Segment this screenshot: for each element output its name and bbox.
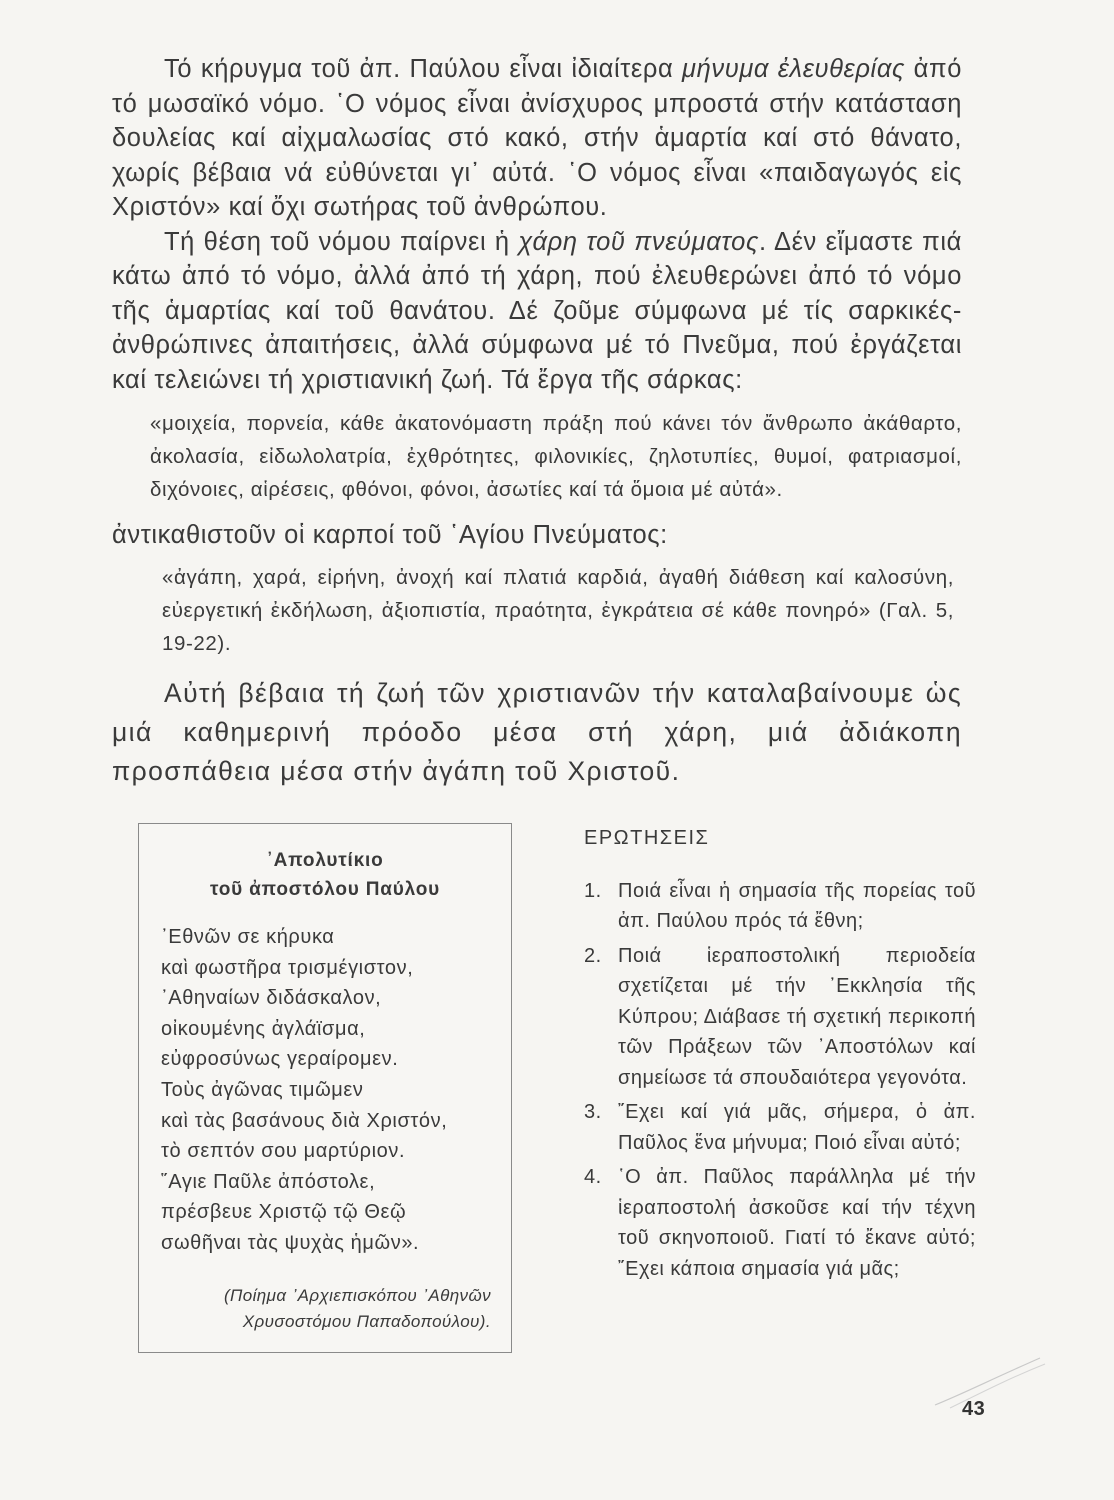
- question-item: [584, 876, 976, 937]
- hymn-lines: [161, 922, 497, 1259]
- question-number: 3.: [584, 1101, 602, 1123]
- question-item: [584, 1162, 976, 1284]
- question-number: 4.: [584, 1166, 602, 1188]
- hymn-line: σωθῆναι τὰς ψυχὰς ἡμῶν».: [161, 1231, 420, 1254]
- hymn-title: [153, 846, 497, 904]
- paragraph-1-emphasis: μήνυμα ἐλευθερίας: [682, 55, 905, 83]
- hymn-box: [138, 823, 512, 1353]
- question-item: [584, 941, 976, 1094]
- question-number: 2.: [584, 944, 602, 967]
- question-text: ῎Εχει καί γιά μᾶς, σήμερα, ὁ ἀπ. Παῦλος ἕνα μήνυμα; Ποιό εἶναι αὐτό;: [618, 1101, 976, 1154]
- paragraph-2-text-a: Τή θέση τοῦ νόμου παίρνει ἡ: [164, 227, 519, 256]
- paragraph-4: Αὐτή βέβαια τή ζωή τῶν χριστιανῶν τήν καταλαβαίνουμε ὡς μιά καθημερινή πρόοδο μέσα στή χάρη, μιά ἀδιάκοπη προσπάθεια μέσα στήν ἀγάπη τοῦ Χριστοῦ.: [112, 677, 962, 786]
- paragraph-2: [112, 225, 962, 398]
- pencil-scribble-icon: [930, 1350, 1050, 1410]
- hymn-line: ῞Αγιε Παῦλε ἀπόστολε,: [161, 1170, 376, 1193]
- quote-fruits-of-spirit: «ἀγάπη, χαρά, εἰρήνη, ἀνοχή καί πλατιά καρδιά, ἀγαθή διάθεση καί καλοσύνη, εὐεργετική ἐκδήλωση, ἀξιοπιστία, πραότητα, ἐγκράτεια σέ κάθε πονηρό» (Γαλ. 5, 19-22).: [162, 565, 954, 655]
- paragraph-2-text-b: . Δέν εἴμαστε πιά κάτω ἀπό τό νόμο, ἀλλά ἀπό τή χάρη, πού ἐλευθερώνει ἀπό τό νόμο τῆς ἁμαρτίας καί τοῦ θανάτου. Δέ ζοῦμε σύμφωνα μέ τίς σαρκικές-ἀνθρώπινες ἀπαιτήσεις, ἀλλά σύμφωνα μέ τό Πνεῦμα, πού ἐργάζεται καί τελειώνει τή χριστιανική ζωή. Τά ἔργα τῆς σάρκας:: [112, 227, 962, 394]
- hymn-line: πρέσβευε Χριστῷ τῷ Θεῷ: [161, 1201, 407, 1224]
- paragraph-3: ἀντικαθιστοῦν οἱ καρποί τοῦ ῾Αγίου Πνεύματος:: [112, 521, 668, 549]
- question-text: Ποιά εἶναι ἡ σημασία τῆς πορείας τοῦ ἀπ. Παύλου πρός τά ἔθνη;: [618, 879, 976, 932]
- hymn-title-line-1: ᾿Απολυτίκιο: [266, 850, 384, 871]
- hymn-credit-line-2: Χρυσοστόμου Παπαδοπούλου).: [242, 1311, 491, 1331]
- main-text: [112, 52, 962, 791]
- hymn-line: οἰκουμένης ἀγλάϊσμα,: [161, 1017, 366, 1040]
- hymn-line: τὸ σεπτόν σου μαρτύριον.: [161, 1140, 406, 1163]
- hymn-credit-line-1: (Ποίημα ᾿Αρχιεπισκόπου ᾿Αθηνῶν: [223, 1285, 491, 1305]
- hymn-line: εὐφροσύνως γεραίρομεν.: [161, 1048, 399, 1071]
- hymn-line: ᾿Αθηναίων διδάσκαλον,: [161, 987, 382, 1010]
- paragraph-1: [112, 52, 962, 225]
- hymn-line: καὶ φωστῆρα τρισμέγιστον,: [161, 956, 414, 979]
- questions-list: [584, 876, 976, 1285]
- hymn-line: καὶ τὰς βασάνους διὰ Χριστόν,: [161, 1109, 448, 1132]
- question-text: ῾Ο ἀπ. Παῦλος παράλληλα μέ τήν ἱεραποστολή ἀσκοῦσε καί τήν τέχνη τοῦ σκηνοποιοῦ. Γιατί τό ἔκανε αὐτό; ῎Εχει κάποια σημασία γιά μᾶς;: [618, 1166, 976, 1280]
- questions-section: [584, 823, 976, 1288]
- hymn-line: ᾿Εθνῶν σε κήρυκα: [161, 926, 335, 948]
- question-item: [584, 1097, 976, 1158]
- paragraph-1-text-a: Τό κήρυγμα τοῦ ἀπ. Παύλου εἶναι ἰδιαίτερα: [164, 55, 683, 83]
- hymn-credit: [153, 1283, 497, 1335]
- question-number: 1.: [584, 879, 602, 902]
- hymn-title-line-2: τοῦ ἀποστόλου Παύλου: [209, 879, 441, 900]
- quote-works-of-flesh: «μοιχεία, πορνεία, κάθε ἀκατονόμαστη πράξη πού κάνει τόν ἄνθρωπο ἀκάθαρτο, ἀκολασία, εἰδωλολατρία, ἐχθρότητες, φιλονικίες, ζηλοτυπίες, θυμοί, φατριασμοί, διχόνοιες, αἱρέσεις, φθόνοι, φόνοι, ἀσωτίες καί τά ὅμοια μέ αὐτά».: [150, 412, 962, 501]
- paragraph-2-emphasis: χάρη τοῦ πνεύματος: [518, 227, 759, 256]
- paragraph-1-text-b: ἀπό τό μωσαϊκό νόμο. ῾Ο νόμος εἶναι ἀνίσχυρος μπροστά στήν κατάσταση δουλείας καί αἰχμαλωσίας στό κακό, στήν ἁμαρτία καί στό θάνατο, χωρίς βέβαια νά εὐθύνεται γι᾿ αὐτά. ῾Ο νόμος εἶναι «παιδαγωγός εἰς Χριστόν» καί ὄχι σωτήρας τοῦ ἀνθρώπου.: [112, 55, 962, 221]
- page-number: 43: [962, 1398, 986, 1420]
- question-text: Ποιά ἱεραποστολική περιοδεία σχετίζεται μέ τήν ᾿Εκκλησία τῆς Κύπρου; Διάβασε τή σχετική περικοπή τῶν Πράξεων τῶν ᾿Αποστόλων καί σημείωσε τά σπουδαιότερα γεγονότα.: [618, 944, 976, 1089]
- hymn-line: Τοὺς ἀγῶνας τιμῶμεν: [161, 1078, 364, 1101]
- questions-title: ΕΡΩΤΗΣΕΙΣ: [584, 827, 710, 849]
